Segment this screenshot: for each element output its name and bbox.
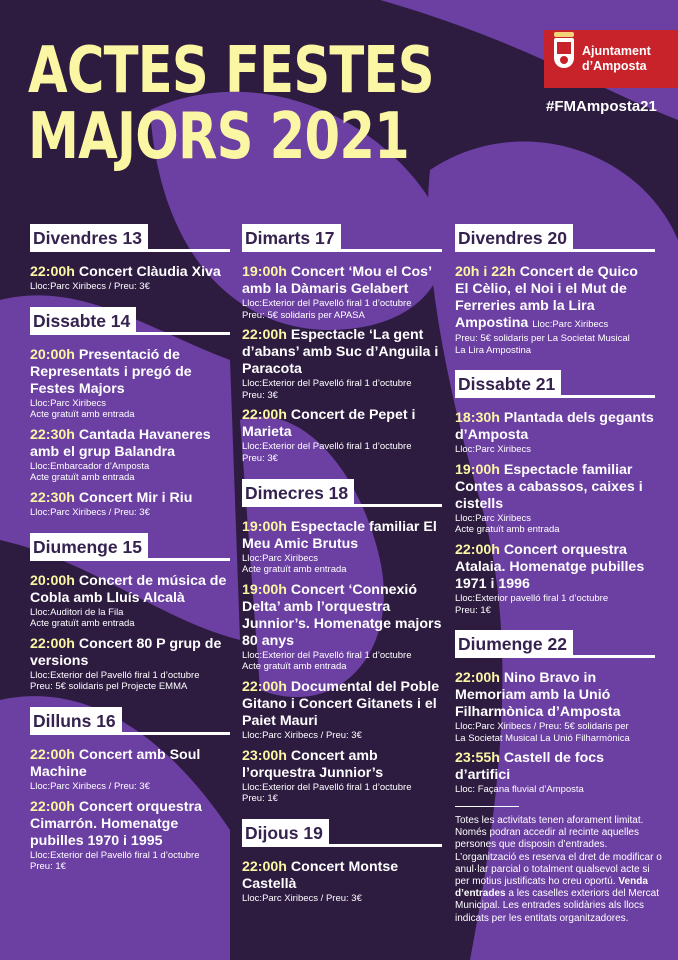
event <box>455 462 655 536</box>
day-header <box>242 819 442 851</box>
event-title-line <box>455 750 655 784</box>
event <box>242 748 442 805</box>
event-title-line <box>242 407 442 441</box>
day-label: Divendres 13 <box>30 224 148 252</box>
day-header <box>30 224 230 256</box>
event-detail: Lloc:Parc Xiribecs / Preu: 3€ <box>242 729 362 741</box>
event-title-line <box>242 519 442 553</box>
event-time: 22:00h <box>242 327 287 344</box>
day-label: Divendres 20 <box>455 224 573 252</box>
event-detail: Lloc:Parc Xiribecs <box>455 444 532 456</box>
event-time: 19:00h <box>242 581 287 598</box>
section-gap <box>30 879 230 887</box>
event <box>30 427 230 484</box>
event-title-line <box>30 747 230 781</box>
event-detail: Lloc:Exterior del Pavelló firal 1 d’octubre <box>242 441 412 453</box>
section-gap <box>455 622 655 630</box>
section-gap <box>242 910 442 918</box>
shield-icon <box>554 38 574 68</box>
event <box>242 264 442 321</box>
day-header <box>30 533 230 565</box>
day-rule <box>242 844 442 847</box>
event <box>455 750 655 796</box>
section-gap <box>30 699 230 707</box>
event-title-line <box>242 748 442 782</box>
event-time: 22:00h <box>30 746 75 763</box>
event <box>242 407 442 464</box>
event-detail: Preu: 1€ <box>242 793 278 805</box>
event-time: 20h i 22h <box>455 264 516 280</box>
footnote-part-2: a les caselles exteriors del Mercat Municipal. Les entrades solidàries als llocs indicats per les entitats organitzadores. <box>455 888 659 924</box>
event-title-line <box>455 462 655 513</box>
event <box>30 490 230 519</box>
event <box>30 747 230 793</box>
event-detail: Lloc:Parc Xiribecs / Preu: 5€ solidaris per <box>455 721 629 733</box>
event-title: Concert amb Soul Machine <box>30 746 201 780</box>
event-time: 22:00h <box>242 858 287 875</box>
event-title-line <box>30 347 230 398</box>
event-time: 22:30h <box>30 489 75 506</box>
event-detail: Lloc:Exterior pavelló firal 1 d’octubre <box>455 592 609 604</box>
logo-line-1: Ajuntament <box>582 44 651 58</box>
event-detail: Acte gratuït amb entrada <box>242 564 347 576</box>
event <box>242 582 442 673</box>
day-label: Dilluns 16 <box>30 707 122 735</box>
event-detail: Lloc:Parc Xiribecs <box>455 512 532 524</box>
event-title: Concert orquestra Cimarrón. Homenatge pubilles 1970 i 1995 <box>30 798 202 849</box>
event <box>242 679 442 742</box>
event-time: 22:00h <box>455 541 500 558</box>
event-detail: Acte gratuït amb entrada <box>455 524 560 536</box>
event <box>455 410 655 456</box>
day-rule <box>455 395 655 398</box>
event-title-line <box>30 427 230 461</box>
event-title: Concert Clàudia Xiva <box>78 264 221 280</box>
event <box>242 519 442 576</box>
section-gap <box>30 299 230 307</box>
event-detail: Preu: 5€ solidaris pel Projecte EMMA <box>30 681 188 693</box>
event-time: 20:00h <box>30 346 75 363</box>
event-time: 22:00h <box>30 635 75 652</box>
event-title-line <box>30 573 230 607</box>
event-detail: La Lira Ampostina <box>455 344 532 356</box>
event-title: Espectacle familiar Contes a cabassos, caixes i cistells <box>455 461 643 512</box>
event-title: Concert orquestra Atalaia. Homenatge pubilles 1971 i 1996 <box>455 541 645 592</box>
day-rule <box>30 332 230 335</box>
event-time: 19:00h <box>455 461 500 478</box>
day-label: Diumenge 15 <box>30 533 148 561</box>
day-rule <box>455 655 655 658</box>
title-line-2: MAJORS 2021 <box>28 100 409 174</box>
event-title-line <box>242 582 442 650</box>
event-title: Nino Bravo in Memoriam amb la Unió Filharmònica d’Amposta <box>455 670 621 721</box>
day-rule <box>242 249 442 252</box>
event <box>30 636 230 693</box>
day-rule <box>30 732 230 735</box>
event-title: Plantada dels gegants d’Amposta <box>455 410 654 444</box>
event-detail: Lloc:Parc Xiribecs / Preu: 3€ <box>30 506 150 518</box>
event-detail: Preu: 1€ <box>455 604 491 616</box>
ajuntament-logo <box>544 30 678 88</box>
logo-line-2: d’Amposta <box>582 59 647 73</box>
day-label: Dissabte 14 <box>30 307 136 335</box>
event-title: Concert amb l’orquestra Junnior’s <box>242 747 384 781</box>
event-title: Concert Montse Castellà <box>242 858 399 892</box>
section-gap <box>242 471 442 479</box>
poster-title <box>28 34 434 174</box>
event <box>242 859 442 905</box>
event-detail: Lloc:Exterior del Pavelló firal 1 d’octubre <box>30 849 200 861</box>
event-title: Concert 80 P grup de versions <box>30 635 222 669</box>
column-1 <box>30 224 230 887</box>
crown-icon <box>554 32 574 37</box>
day-rule <box>30 558 230 561</box>
event-title-line <box>30 799 230 850</box>
event <box>455 542 655 616</box>
event-title-line <box>242 264 442 298</box>
event-detail: Lloc:Parc Xiribecs / Preu: 3€ <box>242 892 362 904</box>
section-gap <box>30 525 230 533</box>
event-time: 23:55h <box>455 750 500 767</box>
event-title: Castell de focs d’artifici <box>455 750 605 784</box>
event-detail: Lloc:Auditori de la Fila <box>30 606 124 618</box>
event-title: Cantada Havaneres amb el grup Balandra <box>30 426 211 460</box>
event-title: Concert ‘Mou el Cos’ amb la Dàmaris Gelabert <box>242 264 432 297</box>
day-header <box>30 307 230 339</box>
event-detail: Acte gratuït amb entrada <box>30 472 135 484</box>
footnote-text <box>455 815 665 925</box>
section-gap <box>242 811 442 819</box>
event-venue-inline: Lloc:Parc Xiribecs <box>532 319 609 330</box>
day-header <box>455 630 655 662</box>
hashtag: #FMAmposta21 <box>546 98 657 115</box>
event <box>30 347 230 421</box>
event-title: Espectacle ‘La gent d’abans’ amb Suc d’Anguila i Paracota <box>242 327 439 378</box>
event-detail: Preu: 5€ solidaris per La Societat Musical <box>455 333 630 344</box>
event <box>242 327 442 401</box>
column-3 <box>455 224 655 810</box>
event-detail: Lloc: Façana fluvial d’Amposta <box>455 784 584 796</box>
event <box>455 264 655 356</box>
event-detail: Lloc:Exterior del Pavelló firal 1 d’octubre <box>242 298 412 309</box>
event <box>30 573 230 630</box>
event-title-line <box>242 679 442 730</box>
event-title-line <box>242 859 442 893</box>
event-detail: Preu: 3€ <box>242 452 278 464</box>
event-title: Concert de Quico El Cèlio, el Noi i el Mut de Ferreries amb la Lira Ampostina <box>455 264 638 331</box>
event-time: 22:00h <box>30 798 75 815</box>
event-detail: Lloc:Exterior del Pavelló firal 1 d’octubre <box>242 649 412 661</box>
event-detail: Lloc:Embarcador d’Amposta <box>30 460 150 472</box>
event-title: Documental del Poble Gitano i Concert Gitanets i el Paiet Mauri <box>242 678 440 729</box>
event-time: 22:30h <box>30 426 75 443</box>
event-detail: Lloc:Exterior del Pavelló firal 1 d’octubre <box>30 669 200 681</box>
event-detail: Preu: 5€ solidaris per APASA <box>242 309 365 321</box>
event-time: 22:00h <box>242 678 287 695</box>
logo-text <box>582 44 651 74</box>
event-time: 22:00h <box>30 264 75 280</box>
event-detail: Preu: 3€ <box>242 389 278 401</box>
column-2 <box>242 224 442 918</box>
event-time: 22:00h <box>455 670 500 687</box>
event-time: 19:00h <box>242 264 287 280</box>
section-gap <box>455 362 655 370</box>
day-header <box>242 224 442 256</box>
footnote-part-1: Totes les activitats tenen aforament limitat. Només podran accedir al recinte aquelles persones que disposin d’entrades. L’organització es reserva el dret de modificar o anul·lar parcial o totalment qualsevol acte si per motius justificats ho creu oportú. <box>455 815 662 888</box>
event-title-line <box>455 542 655 593</box>
event-title: Concert de música de Cobla amb Lluís Alcalà <box>30 572 227 606</box>
event <box>30 799 230 873</box>
event-time: 23:00h <box>242 747 287 764</box>
event-detail: Lloc:Parc Xiribecs <box>242 552 319 564</box>
event-detail: La Societat Musical La Unió Filharmònica <box>455 732 630 744</box>
title-line-1: ACTES FESTES <box>28 34 434 108</box>
event <box>455 670 655 744</box>
footnote-rule <box>455 806 519 807</box>
day-rule <box>242 504 442 507</box>
event-time: 18:30h <box>455 410 500 427</box>
event-detail: Acte gratuït amb entrada <box>30 409 135 421</box>
event-title-line <box>455 264 655 333</box>
event-title: Concert ‘Connexió Delta’ amb l’orquestra Junnior’s. Homenatge majors 80 anys <box>242 581 442 649</box>
day-rule <box>455 249 655 252</box>
event-title-line <box>30 264 230 281</box>
event-time: 22:00h <box>242 407 287 424</box>
event-title: Espectacle familiar El Meu Amic Brutus <box>242 518 437 552</box>
event-detail: Lloc:Parc Xiribecs / Preu: 3€ <box>30 780 150 792</box>
day-label: Dimecres 18 <box>242 479 354 507</box>
event-title: Concert Mir i Riu <box>78 489 193 506</box>
event-detail: Lloc:Exterior del Pavelló firal 1 d’octubre <box>242 378 412 390</box>
event-detail: Acte gratuït amb entrada <box>242 661 347 673</box>
day-header <box>455 370 655 402</box>
day-label: Dimarts 17 <box>242 224 341 252</box>
event <box>30 264 230 293</box>
day-label: Diumenge 22 <box>455 630 573 658</box>
day-header <box>455 224 655 256</box>
event-time: 20:00h <box>30 572 75 589</box>
event-detail: Acte gratuït amb entrada <box>30 618 135 630</box>
day-header <box>242 479 442 511</box>
day-rule <box>30 249 230 252</box>
event-detail: Lloc:Parc Xiribecs <box>30 397 107 409</box>
event-title-line <box>242 327 442 378</box>
event-title: Presentació de Representats i pregó de Festes Majors <box>30 346 192 397</box>
event-detail: Lloc:Parc Xiribecs / Preu: 3€ <box>30 281 150 292</box>
footnote-bold: Venda d’entrades <box>455 876 648 900</box>
day-label: Dijous 19 <box>242 819 329 847</box>
event-title-line <box>455 410 655 444</box>
event-title-line <box>455 670 655 721</box>
footnote <box>455 806 665 925</box>
event-detail: Lloc:Exterior del Pavelló firal 1 d’octubre <box>242 781 412 793</box>
event-title-line <box>30 490 230 507</box>
day-header <box>30 707 230 739</box>
event-detail: Preu: 1€ <box>30 861 66 873</box>
event-title: Concert de Pepet i Marieta <box>242 407 416 441</box>
event-time: 19:00h <box>242 518 287 535</box>
event-title-line <box>30 636 230 670</box>
day-label: Dissabte 21 <box>455 370 561 398</box>
